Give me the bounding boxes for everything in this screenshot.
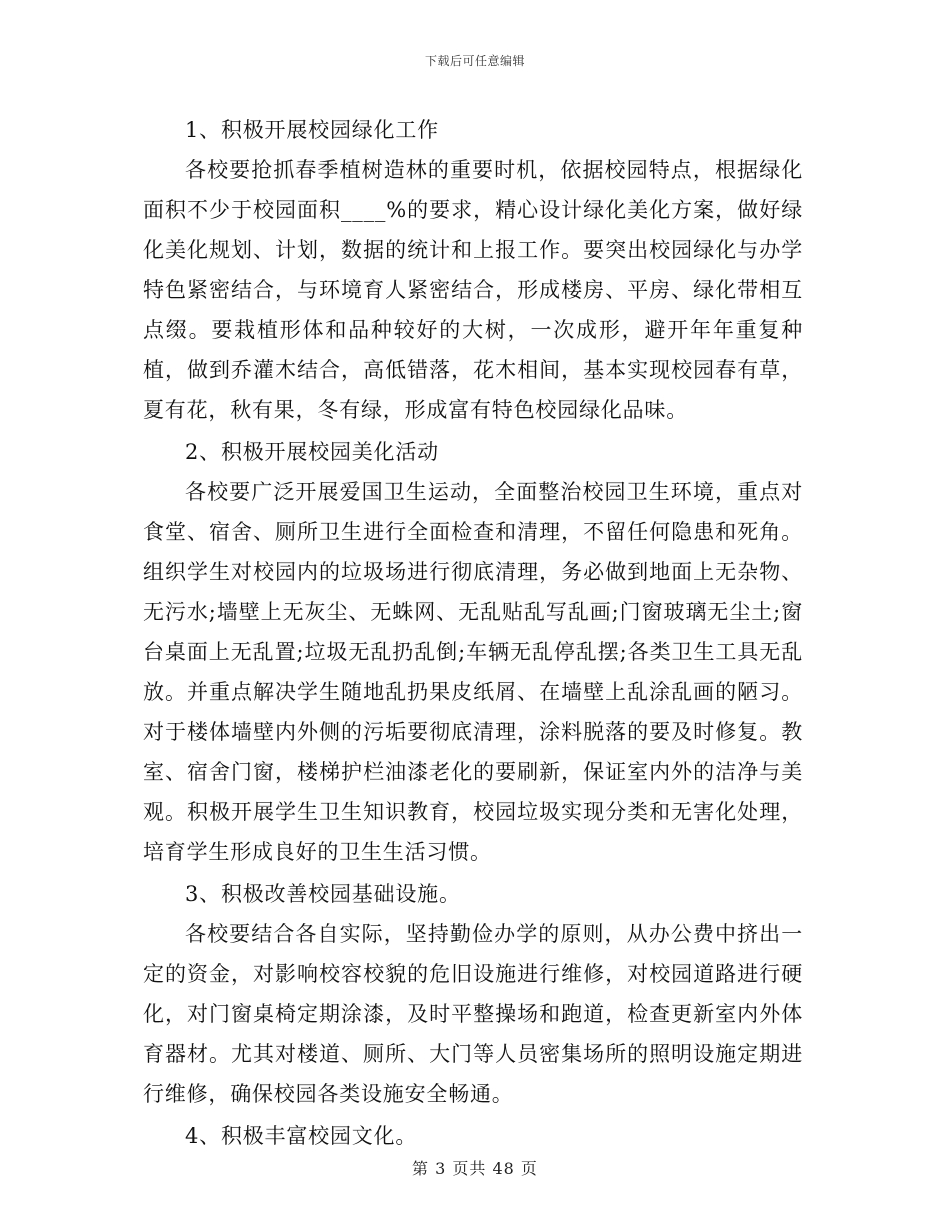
section-1-heading: 1、积极开展校园绿化工作 xyxy=(185,118,439,142)
section-4-heading: 4、积极丰富校园文化。 xyxy=(185,1124,418,1148)
section-3-heading: 3、积极改善校园基础设施。 xyxy=(185,882,461,906)
document-body xyxy=(143,108,803,1156)
header-note: 下载后可任意编辑 xyxy=(424,54,525,68)
page-number-footer: 第 3 页共 48 页 xyxy=(412,1159,538,1178)
section-1-paragraph: 各校要抢抓春季植树造林的重要时机，依据校园特点，根据绿化面积不少于校园面积____%的要求，精心设计绿化美化方案，做好绿化美化规划、计划，数据的统计和上报工作。要突出校园绿化与办学特色紧密结合，与环境育人紧密结合，形成楼房、平房、绿化带相互点缀。要栽植形体和品种较好的大树，一次成形，避开年年重复种植，做到乔灌木结合，高低错落，花木相间，基本实现校园春有草，夏有花，秋有果，冬有绿，形成富有特色校园绿化品味。 xyxy=(143,158,803,422)
section-2-paragraph: 各校要广泛开展爱国卫生运动，全面整治校园卫生环境，重点对食堂、宿舍、厕所卫生进行全面检查和清理，不留任何隐患和死角。组织学生对校园内的垃圾场进行彻底清理，务必做到地面上无杂物、无污水;墙壁上无灰尘、无蛛网、无乱贴乱写乱画;门窗玻璃无尘土;窗台桌面上无乱置;垃圾无乱扔乱倒;车辆无乱停乱摆;各类卫生工具无乱放。并重点解决学生随地乱扔果皮纸屑、在墙壁上乱涂乱画的陋习。对于楼体墙壁内外侧的污垢要彻底清理，涂料脱落的要及时修复。教室、宿舍门窗，楼梯护栏油漆老化的要刷新，保证室内外的洁净与美观。积极开展学生卫生知识教育，校园垃圾实现分类和无害化处理，培育学生形成良好的卫生生活习惯。 xyxy=(143,480,803,864)
section-2-heading: 2、积极开展校园美化活动 xyxy=(185,440,439,464)
section-3-paragraph: 各校要结合各自实际，坚持勤俭办学的原则，从办公费中挤出一定的资金，对影响校容校貌的危旧设施进行维修，对校园道路进行硬化，对门窗桌椅定期涂漆，及时平整操场和跑道，检查更新室内外体育器材。尤其对楼道、厕所、大门等人员密集场所的照明设施定期进行维修，确保校园各类设施安全畅通。 xyxy=(143,922,803,1106)
